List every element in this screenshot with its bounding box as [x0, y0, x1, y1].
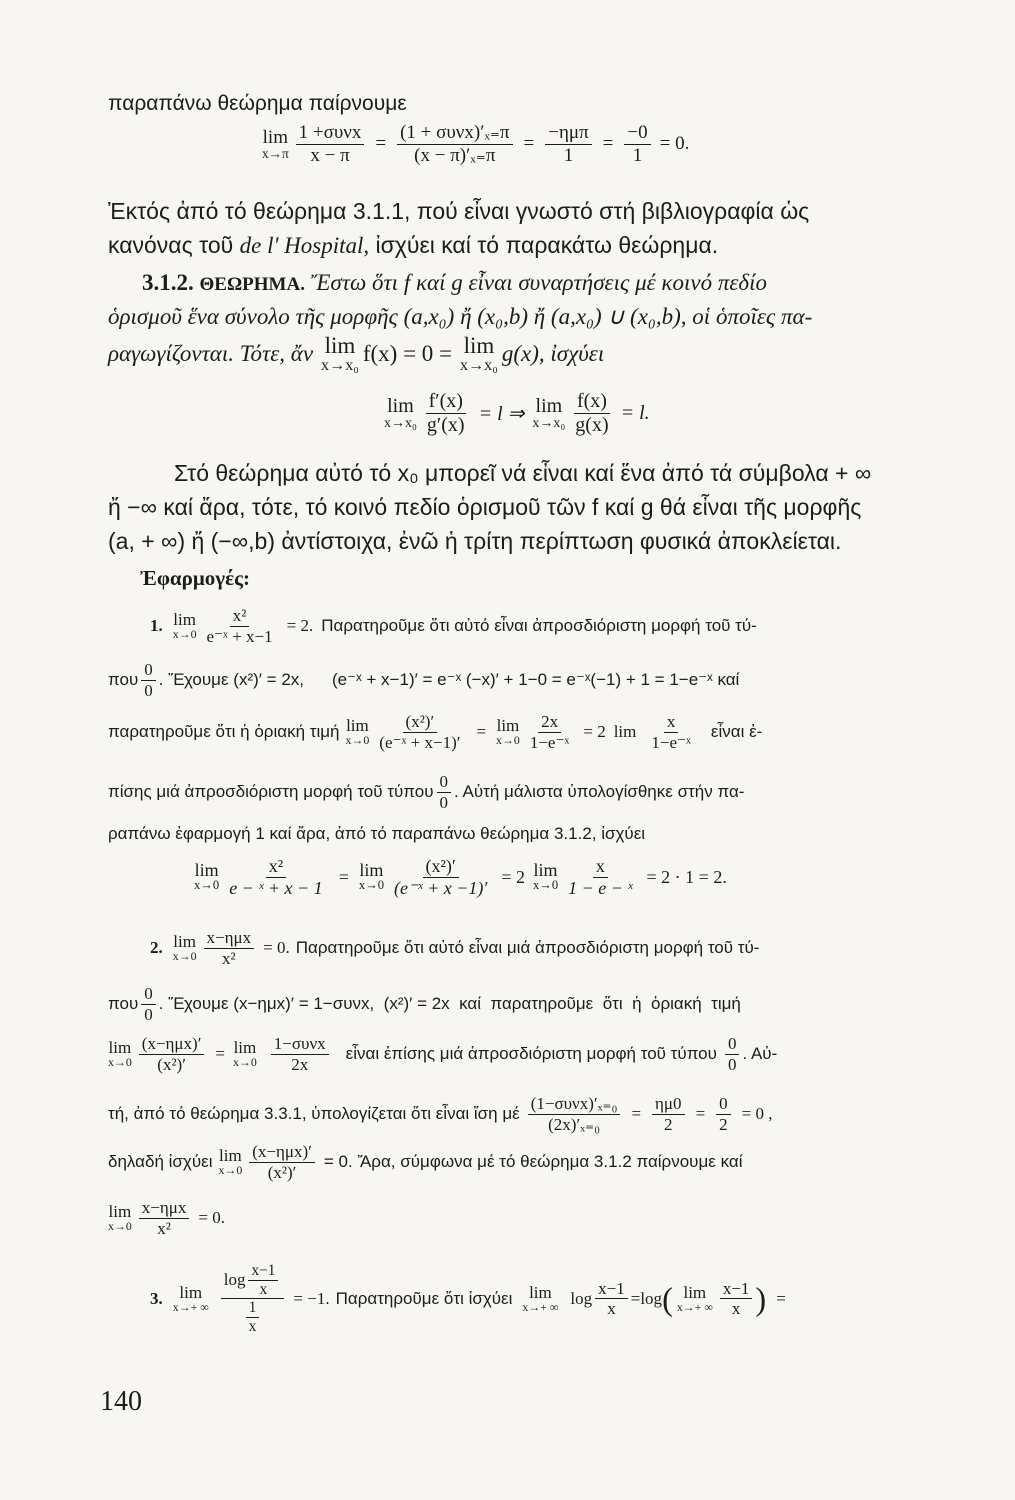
- application-1-line-1: 1. lim x→0 $\frac{\text{x²}}{\text{e⁻ˣ + x−1}}$ = 2. Παρατηροῦμε ὅτι αὐτό εἶναι ἀπροσδιόριστη μορφή τοῦ τύ-: [150, 606, 757, 646]
- fraction: $\frac{x-1}{x}$: [595, 1279, 628, 1319]
- limit-operator: lim x→+ ∞: [172, 1282, 209, 1314]
- theorem-heading: 3.1.2. ΘΕΩΡΗΜΑ. Ἔστω ὅτι f καί g εἶναι συναρτήσεις μέ κοινό πεδίο: [142, 270, 767, 295]
- limit-operator: lim x→π: [262, 126, 289, 161]
- application-1-line-3: παρατηροῦμε ὅτι ἡ ὁριακή τιμή lim x→0 $\frac{\text{(x²)′}}{\text{(e⁻ˣ + x−1)′}}$ = lim x→0 $\frac{2x}{\text{1−e⁻ˣ}}$ = 2 lim $\frac{x}{\text{1−e⁻ˣ}}$ εἶναι ἐ-: [108, 712, 763, 752]
- application-3-line-1: 3. lim x→+ ∞ log $\frac{x-1}{x}$ $\frac{1}{x}$ = −1. Παρατηροῦμε ὅτι ἰσχύει lim x→+ ∞ log $\frac{x-1}{x}$ =log ( lim x→+ ∞ $\frac{x-1}{x}$ ) =: [150, 1262, 786, 1335]
- theorem-line: ραγωγίζονται. Τότε, ἄν lim x→x₀ f(x) = 0 = lim x→x₀ g(x), ἰσχύει: [108, 333, 605, 374]
- fraction: $\frac{\text{x²}}{\text{e − ˣ + x − 1}}$: [229, 856, 323, 898]
- fraction: $\frac{\eta\mu 0}{2}$: [652, 1094, 685, 1134]
- limit-operator: lim x→0: [172, 932, 197, 963]
- fraction: $\frac{0}{0}$: [141, 660, 156, 700]
- fraction: $\frac{2x}{\text{1−e⁻ˣ}}$: [529, 712, 570, 752]
- fraction: $\frac{\text{−ημπ}}{1}$: [545, 122, 591, 167]
- limit-operator: lim x→0: [172, 610, 197, 641]
- text-line: Ἐκτός ἀπό τό θεώρημα 3.1.1, πού εἶναι γνωστό στή βιβλιογραφία ὡς: [108, 198, 810, 224]
- limit-operator: lim x→x₀: [532, 394, 566, 431]
- limit-operator: lim x→0: [218, 1146, 243, 1177]
- application-2-line-4: τή, ἀπό τό θεώρημα 3.3.1, ὑπολογίζεται ὅτι εἶναι ἴση μέ $\frac{\text{(1−συνx)′ₓ₌₀}}{\text{(2x)′ₓ₌₀}}$ = $\frac{\eta\mu 0}{2}$ = $\frac{0}{2}$ = 0 ,: [108, 1094, 773, 1134]
- fraction: $\frac{0}{0}$: [437, 772, 452, 812]
- text-line: (a, + ∞) ἤ (−∞,b) ἀντίστοιχα, ἐνῶ ἡ τρίτη περίπτωση φυσικά ἀποκλείεται.: [108, 528, 842, 554]
- theorem-line: ὁρισμοῦ ἕνα σύνολο τῆς μορφῆς (a,x₀) ἤ (x₀,b) ἤ (a,x₀) ∪ (x₀,b), οἱ ὁποῖες πα-: [108, 304, 813, 329]
- limit-operator: lim x→0: [108, 1038, 132, 1069]
- fraction: $\frac{\text{x²}}{\text{e⁻ˣ + x−1}}$: [206, 606, 273, 646]
- fraction: $\frac{x}{\text{1 − e − ˣ}}$: [568, 856, 633, 898]
- fraction: $\frac{\text{1−συνx}}{2x}$: [271, 1034, 329, 1074]
- application-2-line-5: δηλαδή ἰσχύει lim x→0 $\frac{\text{(x−ημx)′}}{\text{(x²)′}}$ = 0. Ἄρα, σύμφωνα μέ τό θεώρημα 3.1.2 παίρνουμε καί: [108, 1142, 743, 1182]
- limit-operator: lim x→x₀: [321, 333, 359, 374]
- fraction: $\frac{0}{0}$: [141, 984, 156, 1024]
- limit-operator: lim x→0: [194, 860, 220, 893]
- text-line: παραπάνω θεώρημα παίρνουμε: [108, 92, 407, 115]
- application-2-line-1: 2. lim x→0 $\frac{\text{x−ημx}}{\text{x²}}$ = 0. Παρατηροῦμε ὅτι αὐτό εἶναι μιά ἀπροσδιόριστη μορφή τοῦ τύ-: [150, 928, 760, 968]
- limit-operator: lim x→+ ∞: [676, 1282, 713, 1314]
- text-line: ἤ −∞ καί ἄρα, τότε, τό κοινό πεδίο ὁρισμοῦ τῶν f καί g θά εἶναι τῆς μορφῆς: [108, 494, 862, 520]
- text-line: κανόνας τοῦ de l' Hospital, ἰσχύει καί τό παρακάτω θεώρημα.: [108, 232, 719, 258]
- fraction: $\frac{\text{(1−συνx)′ₓ₌₀}}{\text{(2x)′ₓ₌₀}}$: [528, 1094, 621, 1134]
- limit-operator: lim x→+ ∞: [522, 1282, 559, 1314]
- limit-operator: lim x→0: [358, 860, 385, 893]
- fraction: $\frac{\text{(x−ημx)′}}{\text{(x²)′}}$: [139, 1034, 205, 1074]
- application-2-line-3: lim x→0 $\frac{\text{(x−ημx)′}}{\text{(x²)′}}$ = lim x→0 $\frac{\text{1−συνx}}{2x}$ εἶναι ἐπίσης μιά ἀπροσδιόριστη μορφή τοῦ τύπου $\frac{0}{0}$ . Αὐ-: [108, 1034, 778, 1074]
- fraction: $\frac{\text{x−ημx}}{\text{x²}}$: [139, 1198, 190, 1238]
- fraction: $\frac{\text{1 +συνx}}{x - \pi}$: [296, 122, 365, 167]
- fraction: $\frac{f(x)}{g(x)}$: [575, 390, 609, 436]
- fraction: $\frac{\text{(1 + συνx)′ₓ₌π}}{\text{(x − π)′ₓ₌π}}$: [397, 122, 512, 167]
- limit-operator: lim x→0: [233, 1038, 257, 1069]
- fraction: $\frac{0}{0}$: [725, 1034, 740, 1074]
- equation-1: lim x→π $\frac{\text{1 +συνx}}{x - \pi}$ = $\frac{\text{(1 + συνx)′ₓ₌π}}{\text{(x − π)′ₓ₌π}}$ = $\frac{\text{−ημπ}}{1}$ = $\frac{-0}{1}$ = 0.: [262, 122, 690, 166]
- limit-operator: lim x→0: [496, 716, 520, 747]
- fraction: $\frac{x-1}{x}$: [720, 1279, 753, 1319]
- limit-operator: lim x→0: [345, 716, 370, 747]
- application-1-line-4: πίσης μιά ἀπροσδιόριστη μορφή τοῦ τύπου $\frac{0}{0}$ . Αὐτή μάλιστα ὑπολογίσθηκε στήν πα-: [108, 772, 745, 812]
- application-1-line-2: που $\frac{0}{0}$ . Ἔχουμε (x²)′ = 2x, (e⁻ˣ + x−1)′ = e⁻ˣ (−x)′ + 1−0 = e⁻ˣ(−1) + 1 = 1−e⁻ˣ καί: [108, 660, 740, 700]
- page-number: 140: [100, 1386, 142, 1417]
- section-heading: Ἐφαρμογές:: [140, 566, 250, 590]
- fraction: $\frac{-0}{1}$: [624, 122, 650, 167]
- fraction: $\frac{\text{(x²)′}}{\text{(e⁻ˣ + x −1)′}}$: [394, 856, 488, 898]
- fraction: log $\frac{x-1}{x}$ $\frac{1}{x}$: [221, 1262, 285, 1335]
- fraction: $\frac{\text{x−ημx}}{\text{x²}}$: [204, 928, 255, 968]
- limit-operator: lim x→0: [532, 860, 559, 893]
- equation-2: lim x→x₀ $\frac{f'(x)}{g'(x)}$ = l ⇒ lim x→x₀ $\frac{f(x)}{g(x)}$ = l.: [384, 390, 650, 436]
- application-1-line-5: ραπάνω ἐφαρμογή 1 καί ἄρα, ἀπό τό παραπάνω θεώρημα 3.1.2, ἰσχύει: [108, 824, 646, 843]
- fraction: $\frac{x}{\text{1−e⁻ˣ}}$: [651, 712, 691, 752]
- limit-operator: lim x→0: [108, 1202, 132, 1233]
- fraction: $\frac{f'(x)}{g'(x)}$: [426, 390, 465, 436]
- fraction: $\frac{\text{(x²)′}}{\text{(e⁻ˣ + x−1)′}}$: [379, 712, 461, 752]
- fraction: $\frac{\text{(x−ημx)′}}{\text{(x²)′}}$: [249, 1142, 315, 1182]
- limit-operator: lim x→x₀: [460, 333, 498, 374]
- limit-operator: lim x→x₀: [384, 394, 417, 431]
- application-2-line-6: lim x→0 $\frac{\text{x−ημx}}{\text{x²}}$ = 0.: [108, 1198, 225, 1238]
- text-line: Στό θεώρημα αὐτό τό x₀ μπορεῖ νά εἶναι καί ἕνα ἀπό τά σύμβολα + ∞: [174, 460, 872, 486]
- application-1-equation: lim x→0 $\frac{\text{x²}}{\text{e − ˣ + x − 1}}$ = lim x→0 $\frac{\text{(x²)′}}{\text{(e⁻ˣ + x −1)′}}$ = 2 lim x→0 $\frac{x}{\text{1 − e − ˣ}}$ = 2 · 1 = 2.: [194, 856, 727, 898]
- fraction: $\frac{0}{2}$: [716, 1094, 731, 1134]
- application-2-line-2: που $\frac{0}{0}$ . Ἔχουμε (x−ημx)′ = 1−συνx, (x²)′ = 2x καί παρατηροῦμε ὅτι ἡ ὁριακή τιμή: [108, 984, 741, 1024]
